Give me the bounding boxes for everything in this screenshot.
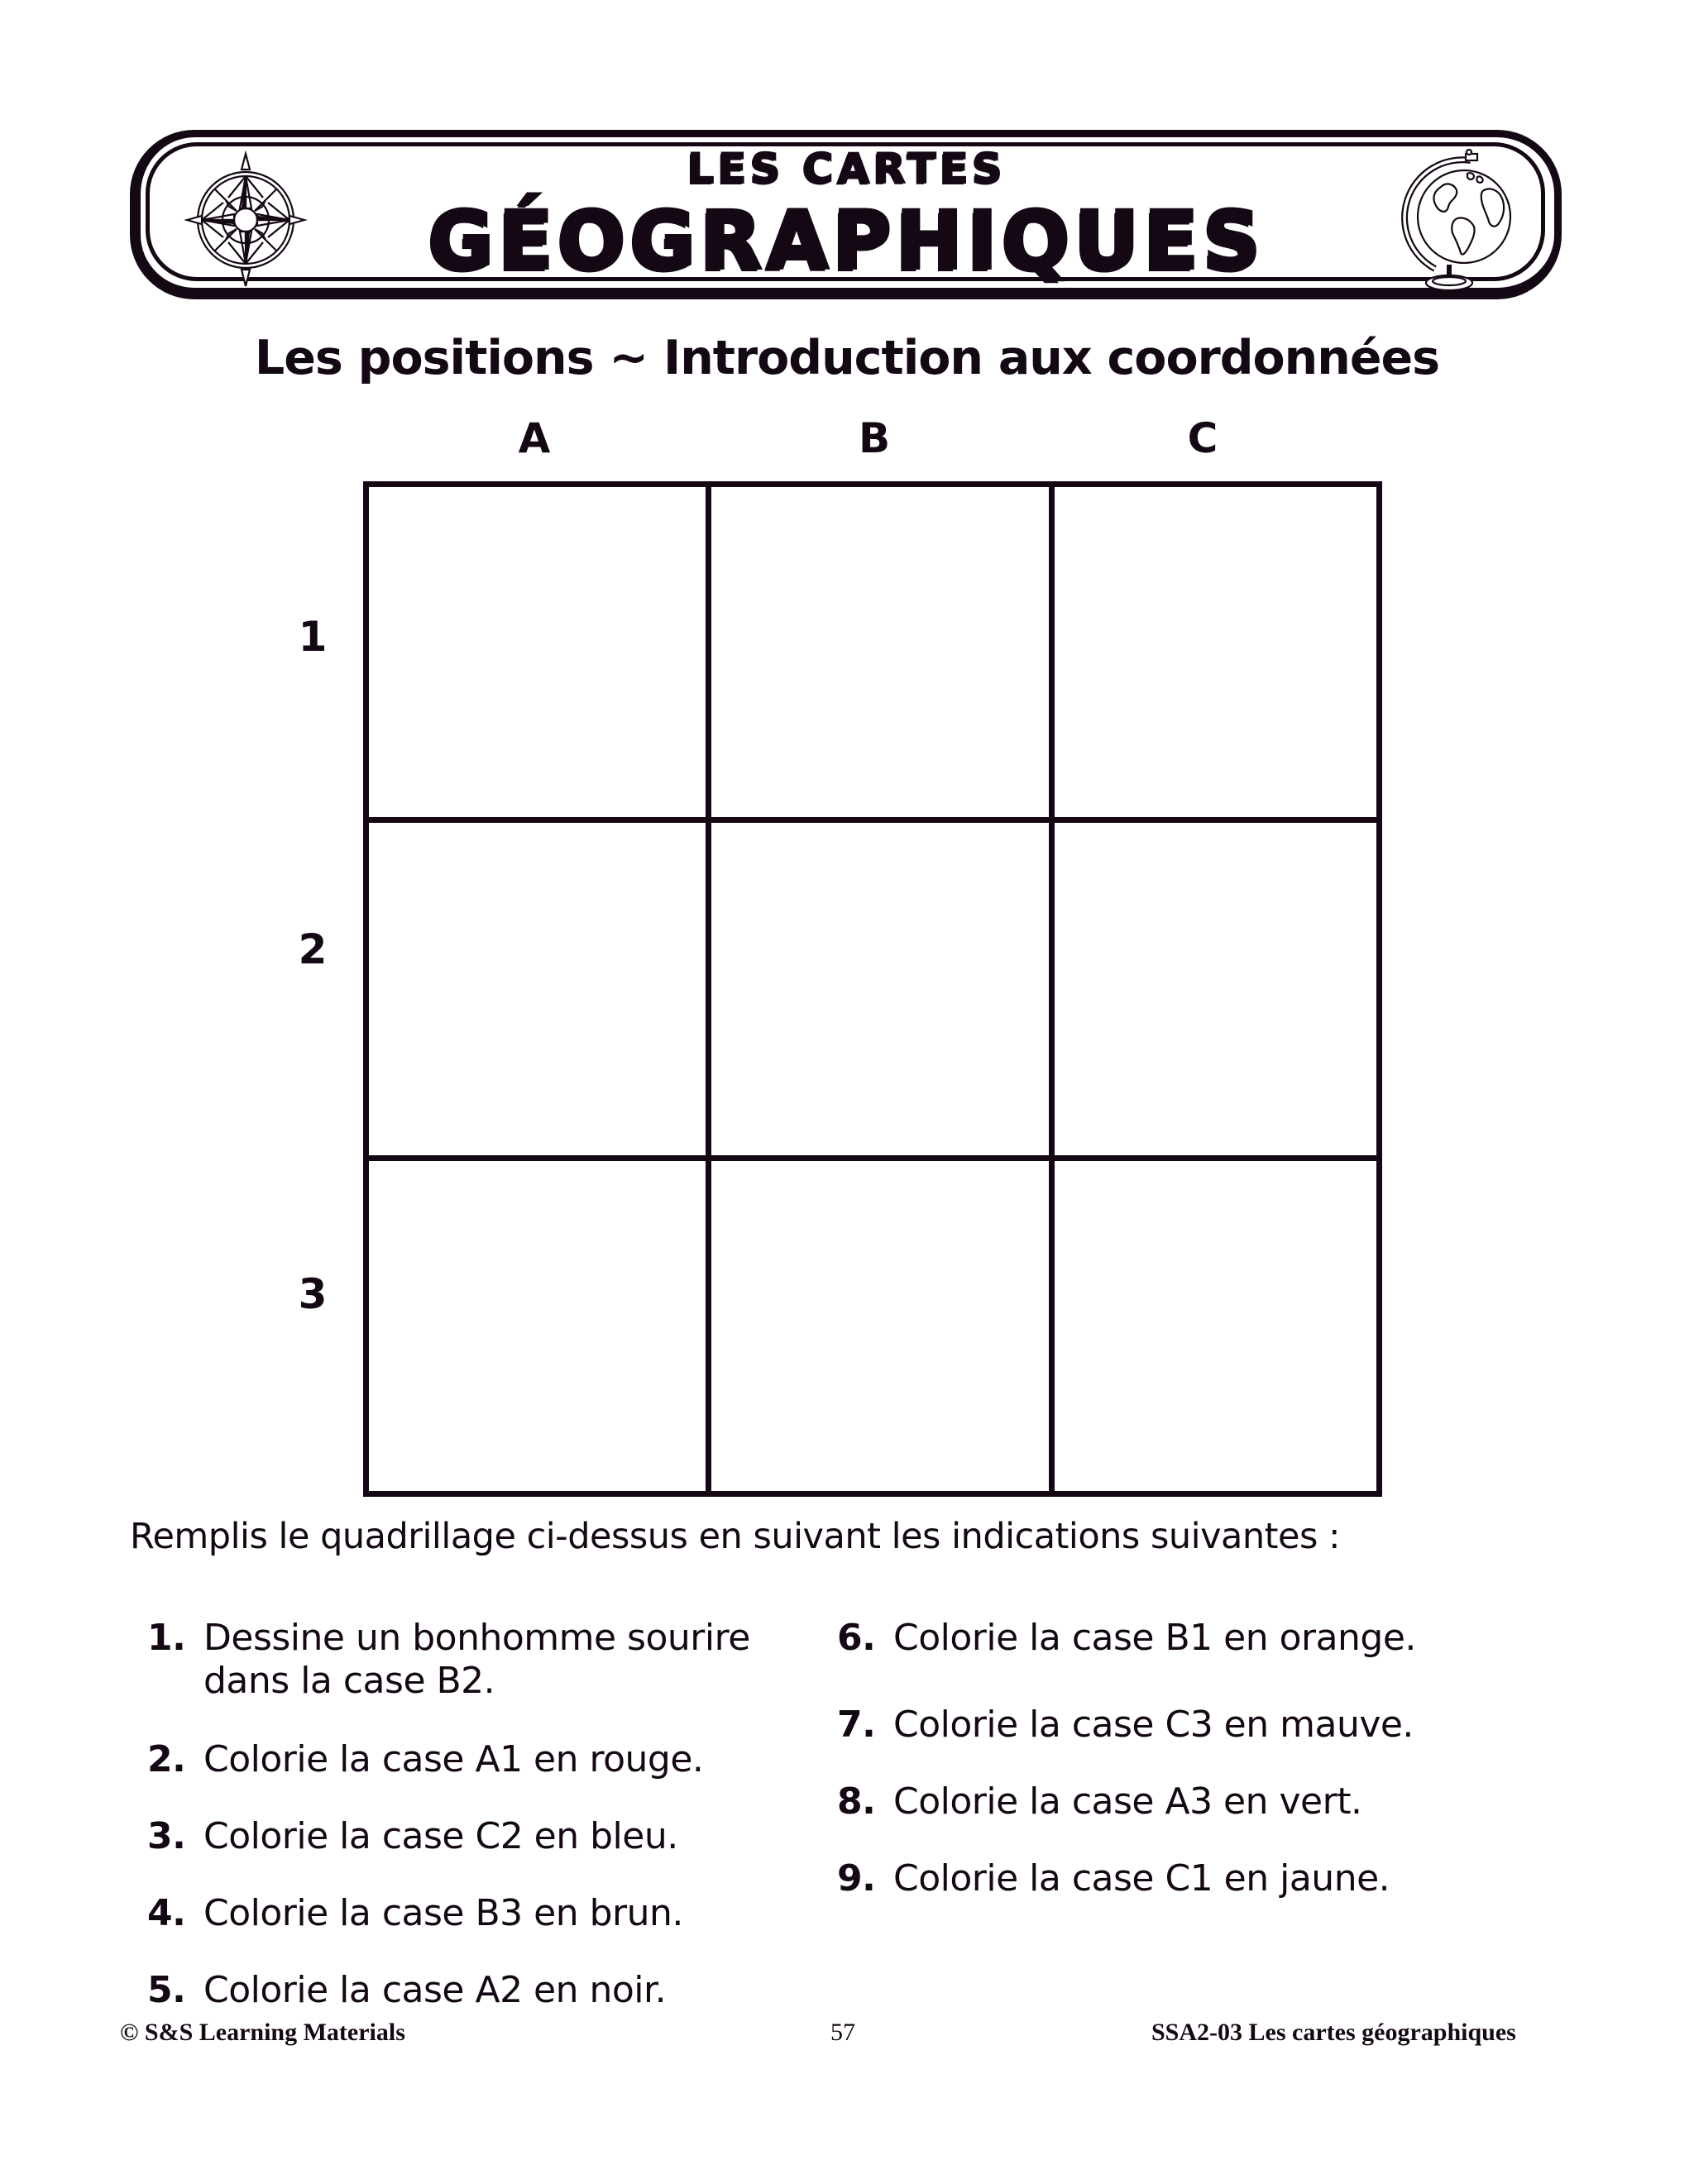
grid-cell-b2[interactable] xyxy=(711,823,1055,1161)
grid-cell-a2[interactable] xyxy=(369,823,711,1161)
footer-page-number: 57 xyxy=(830,2019,855,2046)
banner-title-les-cartes xyxy=(0,144,1694,194)
column-label-a: A xyxy=(518,414,551,462)
grid-cell-a1[interactable] xyxy=(369,487,711,823)
instruction-text: Dessine un bonhomme sourire xyxy=(203,1617,750,1659)
instructions-intro: Remplis le quadrillage ci-dessus en suivant les indications suivantes : xyxy=(130,1516,1341,1557)
instruction-text: Colorie la case B1 en orange. xyxy=(893,1617,1416,1659)
banner-title-line-1: LES CARTES xyxy=(687,145,1007,193)
banner-title-line-2: GÉOGRAPHIQUES xyxy=(428,194,1266,287)
instruction-text: Colorie la case A3 en vert. xyxy=(893,1780,1362,1823)
instruction-number: 4. xyxy=(147,1892,186,1934)
banner-title-geographiques xyxy=(0,195,1694,286)
instruction-number: 8. xyxy=(837,1780,876,1823)
instruction-number: 9. xyxy=(837,1857,876,1900)
grid-cell-b1[interactable] xyxy=(711,487,1055,823)
instruction-number: 2. xyxy=(147,1738,186,1780)
instruction-number: 3. xyxy=(147,1815,186,1857)
grid-cell-c3[interactable] xyxy=(1055,1161,1376,1491)
grid-cell-b3[interactable] xyxy=(711,1161,1055,1491)
instruction-number: 6. xyxy=(837,1617,876,1659)
column-label-c: C xyxy=(1187,414,1218,462)
footer-book-title: SSA2-03 Les cartes géographiques xyxy=(1151,2019,1516,2046)
instruction-number: 7. xyxy=(837,1704,876,1746)
footer-copyright: © S&S Learning Materials xyxy=(120,2019,405,2046)
instruction-text: Colorie la case C3 en mauve. xyxy=(893,1704,1414,1746)
grid-cell-c2[interactable] xyxy=(1055,823,1376,1161)
row-label-2: 2 xyxy=(298,925,328,973)
page-subtitle: Les positions ~ Introduction aux coordonnées xyxy=(254,331,1440,385)
column-label-b: B xyxy=(858,414,891,462)
instruction-text: Colorie la case A2 en noir. xyxy=(203,1969,667,2011)
instruction-text: Colorie la case C2 en bleu. xyxy=(203,1815,678,1857)
instruction-text-continued: dans la case B2. xyxy=(203,1660,495,1702)
row-label-1: 1 xyxy=(298,613,328,661)
grid-cell-a3[interactable] xyxy=(369,1161,711,1491)
instruction-text: Colorie la case B3 en brun. xyxy=(203,1892,683,1934)
instruction-number: 1. xyxy=(147,1617,186,1659)
instruction-text: Colorie la case C1 en jaune. xyxy=(893,1857,1390,1900)
instruction-text: Colorie la case A1 en rouge. xyxy=(203,1738,704,1780)
grid-cell-c1[interactable] xyxy=(1055,487,1376,823)
instruction-number: 5. xyxy=(147,1969,186,2011)
coordinate-grid xyxy=(363,481,1382,1497)
row-label-3: 3 xyxy=(298,1270,328,1318)
